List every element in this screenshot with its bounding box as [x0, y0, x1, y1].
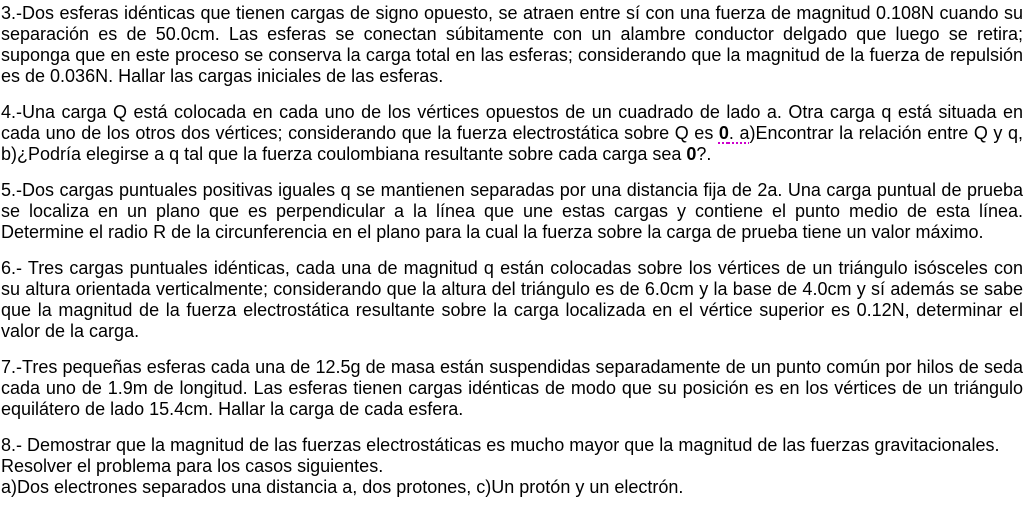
problem-6-paragraph: [1, 258, 1023, 342]
text-segment: Resolver el problema para los casos siguientes.: [1, 456, 384, 476]
problem-4-paragraph: [1, 102, 1023, 165]
text-segment: 8.- Demostrar que la magnitud de las fuerzas electrostáticas es mucho mayor que la magnitud de las fuerzas gravitacionales.: [1, 435, 1000, 455]
problem-5-paragraph: [1, 180, 1023, 243]
problem-7-paragraph: [1, 357, 1023, 420]
text-segment: 3.-Dos esferas idénticas que tienen cargas de signo opuesto, se atraen entre sí con una fuerza de magnitud 0.108N cuando su separación es de 50.0cm. Las esferas se conectan súbitamente con un alambre conductor delgado que luego se retira; suponga que en este proceso se conserva la carga total en las esferas; considerando que la magnitud de la fuerza de repulsión es de 0.036N. Hallar las cargas iniciales de las esferas.: [1, 3, 1023, 86]
text-segment: . a: [728, 123, 750, 143]
text-segment: 5.-Dos cargas puntuales positivas iguales q se mantienen separadas por una distancia fija de 2a. Una carga puntual de prueba se localiza en un plano que es perpendicular a la línea que une estas cargas y contiene el punto medio de esta línea. Determine el radio R de la circunferencia en el plano para la cual la fuerza sobre la carga de prueba tiene un valor máximo.: [1, 180, 1023, 242]
text-segment: 4.-Una carga Q está colocada en cada uno de los vértices opuestos de un cuadrado de lado a. Otra carga q está situada en cada uno de los otros dos vértices; considerando que la fuerza electrostática sobre Q es: [1, 102, 1023, 143]
text-segment: 7.-Tres pequeñas esferas cada una de 12.5g de masa están suspendidas separadamente de un punto común por hilos de seda cada uno de 1.9m de longitud. Las esferas tienen cargas idénticas de modo que su posición es en los vértices de un triángulo equilátero de lado 15.4cm. Hallar la carga de cada esfera.: [1, 357, 1023, 419]
problem-3-paragraph: [1, 3, 1023, 87]
text-segment: )Encontrar la relación entre Q y q, b)¿Podría elegirse a q tal que la fuerza coulombiana resultante sobre cada carga sea: [1, 123, 1023, 164]
text-segment: 6.- Tres cargas puntuales idénticas, cada una de magnitud q están colocadas sobre los vértices de un triángulo isósceles con su altura orientada verticalmente; considerando que la altura del triángulo es de 6.0cm y la base de 4.0cm y sí además se sabe que la magnitud de la fuerza electrostática resultante sobre la carga localizada en el vértice superior es 0.12N, determinar el valor de la carga.: [1, 258, 1023, 341]
text-segment: ?.: [696, 144, 712, 164]
text-segment: 0: [686, 144, 697, 164]
text-segment: 0: [718, 123, 729, 143]
problem-8-paragraph: [1, 435, 1023, 498]
text-segment: a)Dos electrones separados una distancia a, dos protones, c)Un protón y un electrón.: [1, 477, 684, 497]
